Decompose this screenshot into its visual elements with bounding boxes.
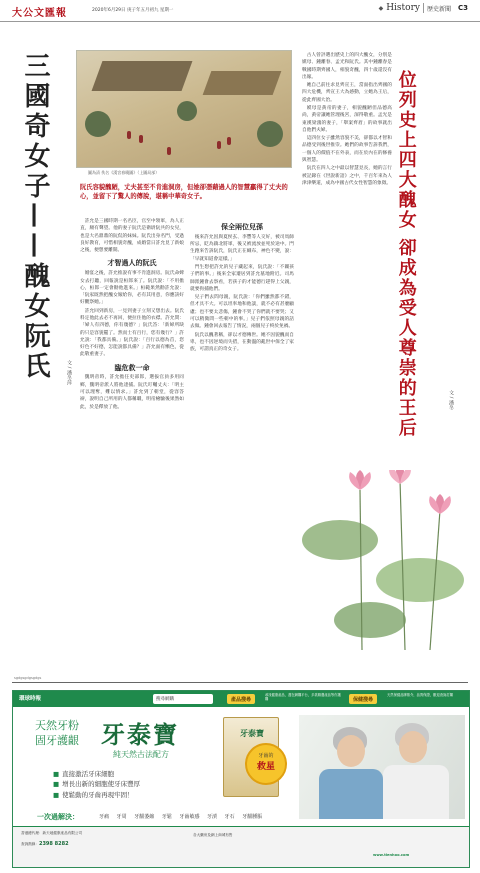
lotus-illustration — [300, 470, 476, 670]
page-number: C3 — [457, 4, 468, 12]
paragraph: 她自己前往求見齊宣王，當面指出齊國的四大危機，齊宣王大為感動，立她為王后，從此齊國大治。 — [302, 83, 392, 103]
ad-top-text: 尋找健康產品，盡在網購平台，多款精選產品等你選購 — [265, 693, 341, 702]
ad-subtitle: 純天然古法配方 — [113, 750, 169, 759]
left-article-title: 三國奇女子——醜女阮氏 — [20, 52, 50, 382]
ad-issue: 牙周 — [116, 814, 127, 820]
lotus-leaf — [376, 558, 464, 602]
ad-bullet: ■ 使鬆動的牙齒再現牢固！ — [53, 790, 134, 799]
ad-slogan-line: 天然牙粉 — [35, 719, 79, 732]
paragraph: 許允是三國時期一名名臣，官至中領軍，為人正直，頗有聲望。他的妻子阮氏是衛尉阮共的女兒，也是大名鼎鼎的阮侃的妹妹。阮氏出身名門，受過良好教育，可惜相貌奇醜，成婚當日許允見了新娘之後，便想要離開。 — [80, 219, 184, 254]
couple-photo — [299, 715, 465, 819]
article-lead: 阮氏容貌醜陋，丈夫甚至不肯進洞房，但她卻憑藉過人的智慧贏得了丈夫的心，並留下了驚人的傳說，堪稱中華奇女子。 — [80, 184, 288, 201]
lotus-flower — [349, 470, 371, 490]
ad-bullets — [53, 769, 140, 800]
article-column-2 — [190, 218, 294, 673]
ad-top-text: 天然保健品牌推介，品質保證，歡迎查詢訂購 — [387, 693, 453, 697]
lotus-leaf — [302, 520, 378, 560]
painting-roof — [92, 61, 193, 91]
badge-line: 救星 — [256, 762, 275, 772]
product-box-title: 牙泰寶 — [240, 729, 264, 738]
paragraph: 阮氏在四人之中最以智慧見長，她的言行被記錄在《世說新語》之中，千百年來為人津津樂道，成為中國古代女性智慧的象徵。 — [302, 166, 392, 186]
left-article-byline: 文 / 潘冬萍 — [66, 360, 72, 385]
paragraph: 阮氏以醜著稱，卻以才德傳世。她不因貌醜而自卑，也不因逆境而失措，在動盪的亂世中保全了家族，可謂真正的奇女子。 — [190, 332, 294, 353]
advertisement[interactable] — [12, 690, 470, 868]
ad-search-box[interactable]: 搜尋網購 — [153, 694, 213, 704]
painting-figure — [167, 147, 171, 155]
ad-solution-label: 一次過解決： — [37, 813, 79, 821]
ad-top-brand: 環球時報 — [19, 696, 42, 702]
person-shirt — [383, 765, 449, 819]
ad-bullet: ■ 直接激活牙床細胞 — [53, 770, 115, 778]
ad-bullet: ■ 增長出新的細胞使牙床豐厚 — [53, 780, 141, 789]
painting-tree — [85, 111, 111, 137]
subheading: 臨危救一命 — [114, 362, 150, 372]
ad-slogan — [35, 719, 79, 749]
ad-tab-health[interactable]: 保健搜尋 — [349, 694, 377, 704]
ad-issue: 牙痛 — [99, 814, 110, 820]
paragraph: 門生想把許允的兒子藏起來，阮氏說：「不關孩子們的事。」後來全家遷居到許允墓地附近。司馬師派鍾會去察看，若孩子的才能德行趕得上父親，就要拘捕他們。 — [190, 264, 294, 292]
ad-tab-product[interactable]: 產品搜尋 — [227, 694, 255, 704]
ad-issue: 牙齦腫脹 — [242, 814, 263, 820]
ad-hotline: 查詢熱線：2398 8282 — [21, 841, 69, 847]
person-shirt — [319, 769, 383, 819]
article-column-1 — [80, 218, 184, 673]
paragraph: 兒子們去問母親，阮氏說：「你們雖然都不錯，但才具不大。可以坦率地和他談，就不必有甚麼顧慮；也不要太悲傷，鍾會不哭了你們就不要哭；又可以稍微問一些朝中的事。」兒子們依照母親的話去做。鍾會回去報告了情況，兩個兒子終於免禍。 — [190, 295, 294, 330]
painting-figure — [217, 141, 221, 149]
paragraph: 嫫母是黃帝的妻子，相貌醜陋但品德高尚，黃帝讓她管理後宮，深得敬重。孟光是東漢梁鴻的妻子，「舉案齊眉」的故事就出自他們夫婦。 — [302, 105, 392, 133]
ad-phone[interactable]: 2398 8282 — [38, 841, 69, 847]
paragraph: 婚宴之後，許允推說有事不肯進洞房。阮氏命婢女去打聽，回報說是桓郎來了。阮氏說：「不用擔心，桓郎一定會勸他進來。」桓範果然勸許允說：「阮家既然把醜女嫁給你，必有其用意，你應該好好觀察她。」 — [80, 271, 184, 306]
section-en: History — [386, 3, 420, 13]
ad-issue-list — [99, 813, 268, 820]
ad-issue: 牙石 — [224, 814, 235, 820]
painting-tree — [177, 101, 197, 121]
ad-issue: 牙齦萎縮 — [134, 814, 155, 820]
painting-roof — [203, 71, 282, 95]
ad-website[interactable]: www.tienhoo.com — [373, 853, 410, 857]
paragraph: 古人曾評選出歷史上的四大醜女，分別是嫫母、鍾離春、孟光和阮氏。其中鍾離春是戰國時期齊國人，相貌奇醜，四十歲還沒有出嫁。 — [302, 53, 392, 80]
section-zh: 歷史新聞 — [426, 5, 451, 13]
painting-figure — [227, 137, 231, 145]
history-icon: ◆ — [378, 4, 384, 12]
ad-product-name: 牙泰寶 — [101, 721, 179, 749]
paragraph: 許允回到新房，一見到妻子立刻又想出去。阮氏料定他此去必不再回，便拉住他的衣襟。許允問：「婦人有四德，你有幾德？」阮氏答：「新婦所缺的只是容貌罷了。然而士有百行，您有幾行？」許允說：「我都具備。」阮氏說：「百行以德為首，您好色不好德，怎能說都具備？」許允面有慚色，從此敬重妻子。 — [80, 308, 184, 358]
painting-caption: 圖為清 佚名《漢宮春曉圖》（上圖局部） — [88, 170, 160, 175]
ad-distributor: 香港總代理：新天地健康產品有限公司 — [21, 831, 83, 835]
paragraph: 這四位女子雖然容貌不美，卻都以才智和品德受到後世推崇。她們的故事告訴我們，一個人的價值不在外表，而在於內在的修養與智慧。 — [302, 136, 392, 163]
ad-issue: 牙鬆 — [161, 814, 172, 820]
masthead — [0, 0, 480, 22]
person-head — [399, 731, 427, 763]
right-article-byline: 文 / 潘冬 — [448, 390, 454, 410]
newspaper-logo: 大公文匯報 — [12, 8, 67, 19]
divider — [423, 3, 424, 13]
person-head — [337, 735, 365, 767]
painting-image — [76, 50, 292, 168]
painting-tree — [257, 121, 283, 147]
page-divider — [12, 682, 468, 683]
ad-badge — [245, 743, 287, 785]
footer-note: sgdgsgdgsgdgs — [14, 676, 42, 680]
lotus-flower — [389, 470, 411, 484]
ad-issue: 牙漬 — [207, 814, 218, 820]
ad-stockist: 各大藥房及網上商城有售 — [193, 833, 233, 837]
painting-figure — [127, 131, 131, 139]
check-icon: ■ — [53, 770, 60, 778]
right-article-text — [302, 52, 392, 462]
subheading: 保全兩位兒孫 — [221, 222, 263, 231]
ad-footer — [13, 826, 469, 868]
check-icon: ■ — [53, 790, 60, 799]
badge-line: 牙齒的 — [258, 753, 274, 759]
ad-slogan-line: 固牙護齦 — [35, 733, 79, 747]
check-icon: ■ — [53, 780, 60, 789]
painting-figure — [139, 135, 143, 143]
dateline: 2020年6月29日 庚子年五月初九 星期一 — [92, 8, 174, 13]
subheading: 才智過人的阮氏 — [107, 258, 157, 268]
paragraph: 魏明帝時，許允擔任吏部郎，選拔官員多用同鄉，魏明帝派人將他逮捕。阮氏叮囑丈夫：「明主可以理奪，難以情求。」許允到了朝堂，從容答辯，說明自己所用的人都稱職，明帝檢驗後果然如此，於是釋放了他。 — [80, 375, 184, 410]
ad-top-bar — [13, 691, 469, 707]
paragraph: 後來許允因與夏侯玄、李豐等人交好，被司馬師所忌，貶為鎮北將軍，後又被流放並死於途中。門生跑來告訴阮氏，阮氏正在織布，神色不變，說：「早就知道會這樣。」 — [190, 234, 294, 262]
lotus-leaf — [334, 602, 406, 638]
ad-issue: 牙齒敏感 — [179, 814, 200, 820]
right-article-title: 位列史上四大醜女 卻成為受人尊崇的王后 — [395, 70, 417, 439]
lotus-flower — [429, 494, 451, 514]
section-label — [379, 3, 468, 13]
